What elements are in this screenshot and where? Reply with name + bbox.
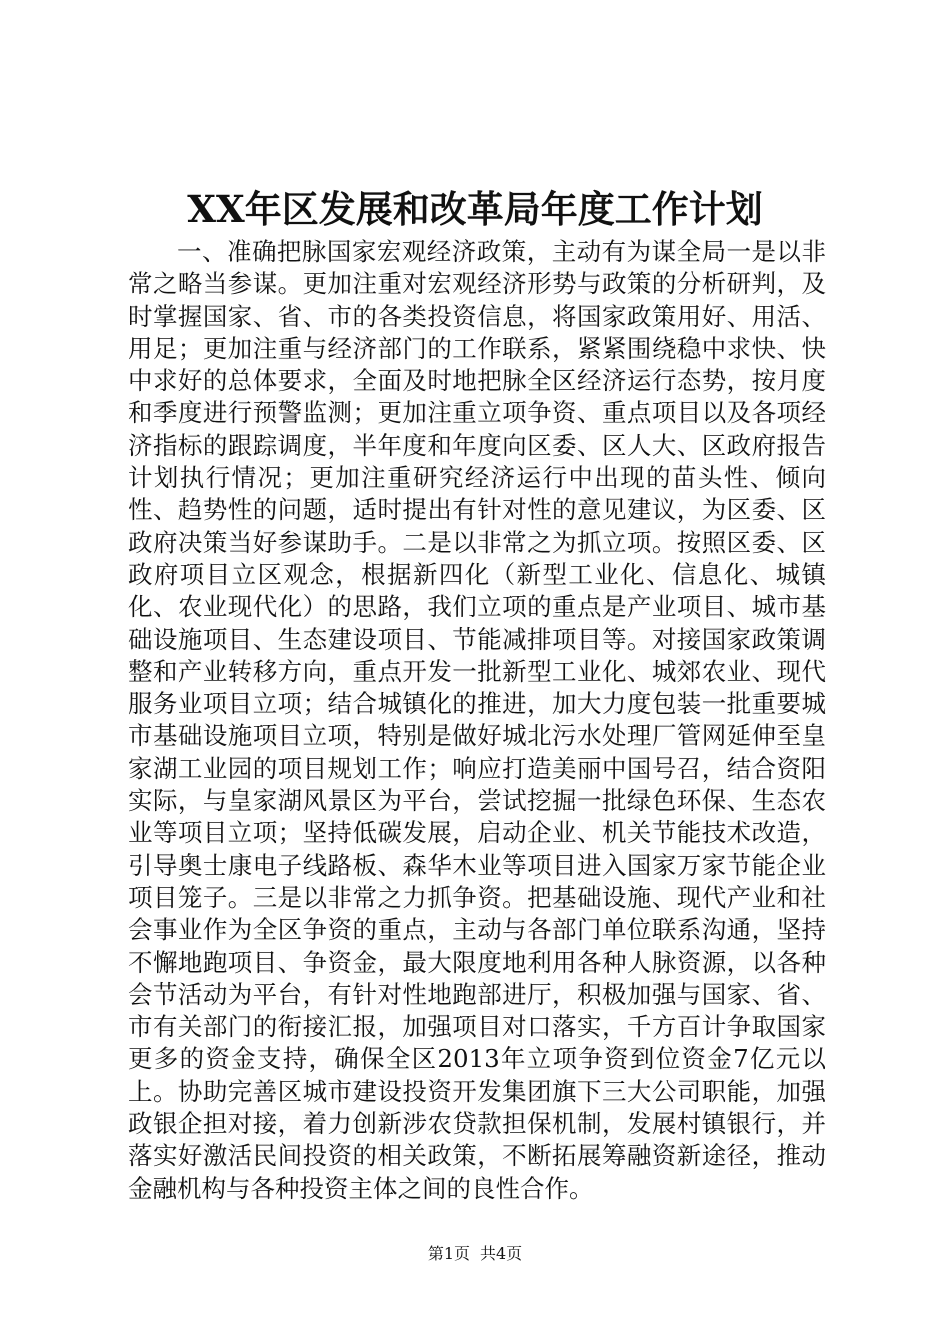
document-title: XX年区发展和改革局年度工作计划 — [187, 187, 763, 231]
document-body-paragraph: 一、准确把脉国家宏观经济政策，主动有为谋全局一是以非常之略当参谋。更加注重对宏观经济形势与政策的分析研判，及时掌握国家、省、市的各类投资信息，将国家政策用好、用活、用足；更加注重与经济部门的工作联系，紧紧围绕稳中求快、快中求好的总体要求，全面及时地把脉全区经济运行态势，按月度和季度进行预警监测；更加注重立项争资、重点项目以及各项经济指标的跟踪调度，半年度和年度向区委、区人大、区政府报告计划执行情况；更加注重研究经济运行中出现的苗头性、倾向性、趋势性的问题，适时提出有针对性的意见建议，为区委、区政府决策当好参谋助手。二是以非常之为抓立项。按照区委、区政府项目立区观念，根据新四化（新型工业化、信息化、城镇化、农业现代化）的思路，我们立项的重点是产业项目、城市基础设施项目、生态建设项目、节能减排项目等。对接国家政策调整和产业转移方向，重点开发一批新型工业化、城郊农业、现代服务业项目立项；结合城镇化的推进，加大力度包装一批重要城市基础设施项目立项，特别是做好城北污水处理厂管网延伸至皇家湖工业园的项目规划工作；响应打造美丽中国号召，结合资阳实际，与皇家湖风景区为平台，尝试挖掘一批绿色环保、生态农业等项目立项；坚持低碳发展，启动企业、机关节能技术改造，引导奥士康电子线路板、森华木业等项目进入国家万家节能企业项目笼子。三是以非常之力抓争资。把基础设施、现代产业和社会事业作为全区争资的重点，主动与各部门单位联系沟通，坚持不懈地跑项目、争资金，最大限度地利用各种人脉资源，以各种会节活动为平台，有针对性地跑部进厅，积极加强与国家、省、市有关部门的衔接汇报，加强项目对口落实，千方百计争取国家更多的资金支持，确保全区2013年立项争资到位资金7亿元以上。协助完善区城市建设投资开发集团旗下三大公司职能，加强政银企担对接，着力创新涉农贷款担保机制，发展村镇银行，并落实好激活民间投资的相关政策，不断拓展筹融资新途径，推动金融机构与各种投资主体之间的良性合作。 — [128, 237, 826, 1203]
page-footer — [0, 1244, 950, 1264]
page-number-current: 第1页 — [427, 1244, 470, 1263]
page-number-total: 共4页 — [480, 1244, 523, 1263]
